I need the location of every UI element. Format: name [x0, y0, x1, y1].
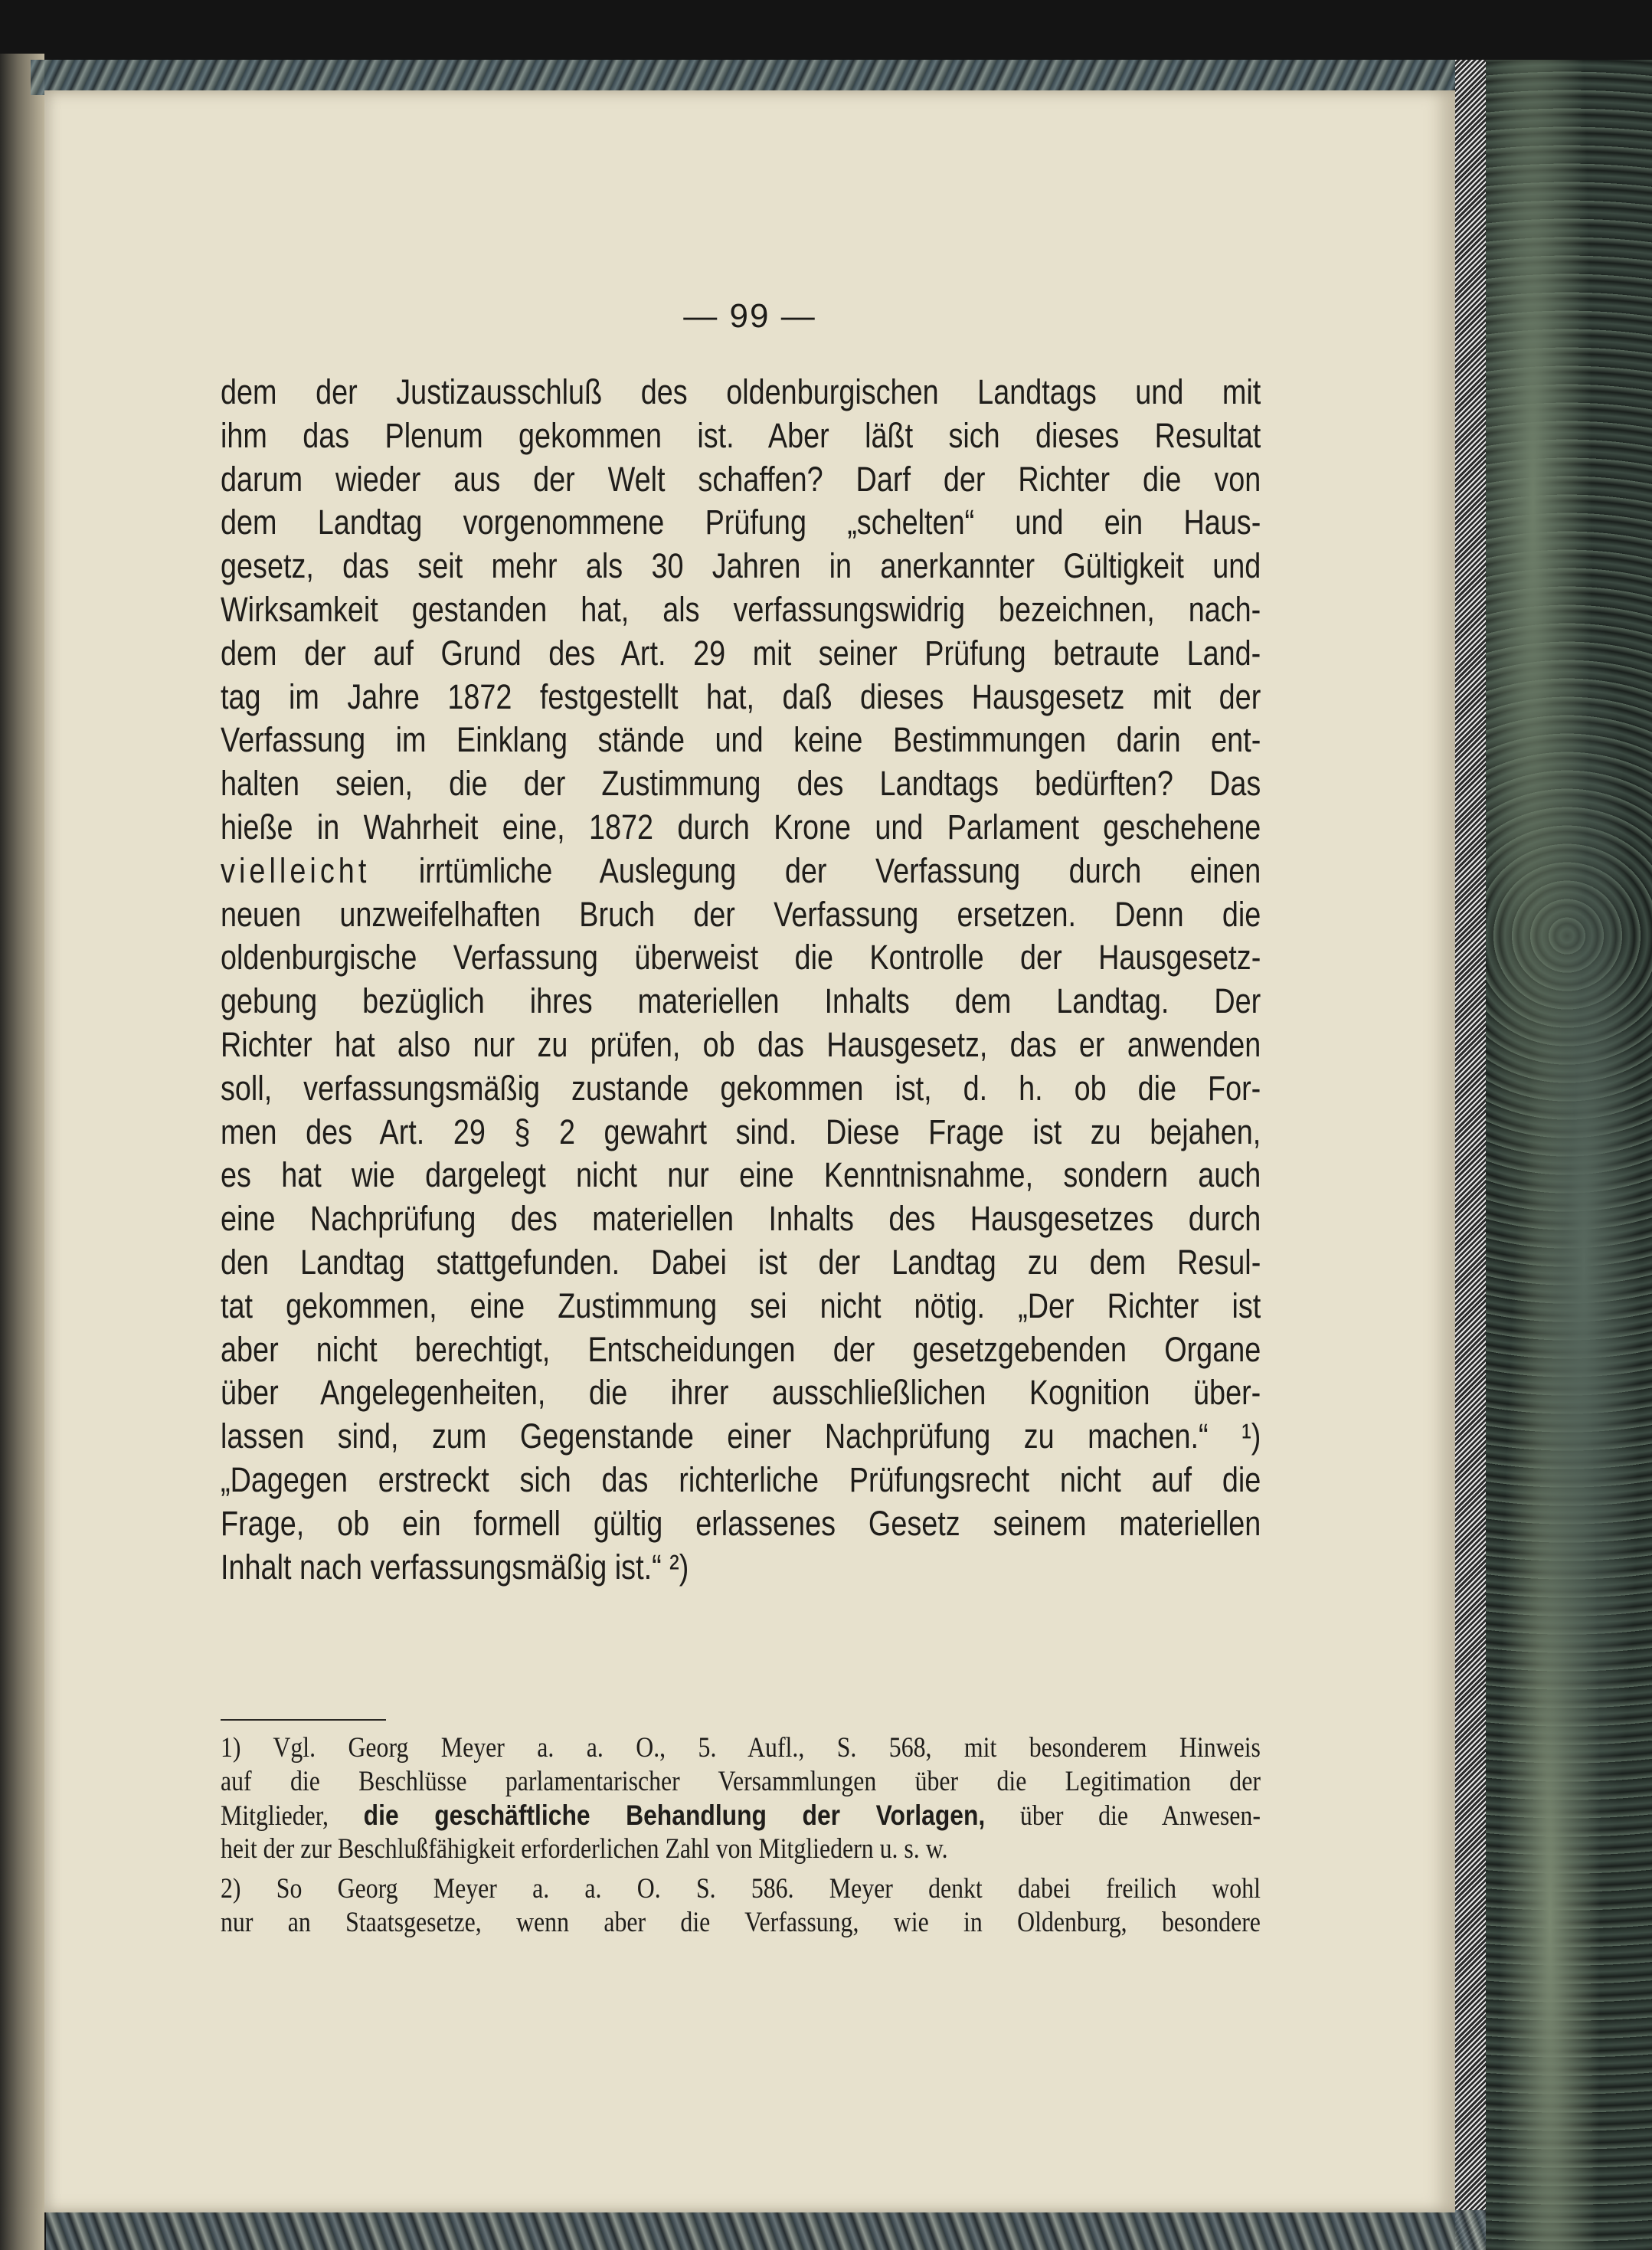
text-line: tag im Jahre 1872 festgestellt hat, daß dieses Hausgesetz mit der [221, 676, 1261, 716]
text-line: halten seien, die der Zustimmung des Landtags bedürften? Das [221, 764, 1261, 804]
text-line: tat gekommen, eine Zustimmung sei nicht nötig. „Der Richter ist [221, 1285, 1261, 1325]
text-line: Wirksamkeit gestanden hat, als verfassungswidrig bezeichnen, nach- [221, 589, 1261, 629]
text-line: soll, verfassungsmäßig zustande gekommen ist, d. h. ob die For- [221, 1068, 1261, 1108]
footnote-text: Mitglieder, [221, 1800, 329, 1832]
text-line: oldenburgische Verfassung überweist die Kontrolle der Hausgesetz- [221, 938, 1261, 978]
footnote-line: 1) Vgl. Georg Meyer a. a. O., 5. Aufl., S. 568, mit besonderem Hinweis [221, 1732, 1261, 1764]
text-line: aber nicht berechtigt, Entscheidungen der gesetzgebenden Organe [221, 1329, 1261, 1369]
footnote-bold-phrase: die geschäftliche Behandlung der Vorlagen, [363, 1800, 986, 1831]
text-line: hieße in Wahrheit eine, 1872 durch Krone und Parlament geschehene [221, 807, 1261, 847]
text-line: dem Landtag vorgenommene Prüfung „schelten“ und ein Haus- [221, 503, 1261, 542]
text-line: Verfassung im Einklang stände und keine Bestimmungen darin ent- [221, 720, 1261, 760]
text-line: den Landtag stattgefunden. Dabei ist der Landtag zu dem Resul- [221, 1242, 1261, 1282]
emphasized-word: vielleicht [221, 850, 371, 890]
text-line: Inhalt nach verfassungsmäßig ist.“ ²) [221, 1547, 689, 1587]
page-block-edge [1455, 60, 1486, 2250]
text-line: gesetz, das seit mehr als 30 Jahren in anerkannter Gültigkeit und [221, 546, 1261, 586]
text-line: gebung bezüglich ihres materiellen Inhalts dem Landtag. Der [221, 981, 1261, 1021]
text-line: neuen unzweifelhaften Bruch der Verfassung ersetzen. Denn die [221, 894, 1261, 934]
footnote-line: 2) So Georg Meyer a. a. O. S. 586. Meyer denkt dabei freilich wohl [221, 1873, 1261, 1904]
footnote-line: auf die Beschlüsse parlamentarischer Versammlungen über die Legitimation der [221, 1766, 1261, 1797]
text-line: ihm das Plenum gekommen ist. Aber läßt sich dieses Resultat [221, 415, 1261, 455]
text-line-rest: irrtümliche Auslegung der Verfassung durch einen [418, 850, 1261, 890]
footnote-text: über die Anwesen- [1019, 1800, 1261, 1832]
text-line: Frage, ob ein formell gültig erlassenes Gesetz seinem materiellen [221, 1503, 1261, 1543]
text-line: men des Art. 29 § 2 gewahrt sind. Diese Frage ist zu bejahen, [221, 1112, 1261, 1151]
text-line: lassen sind, zum Gegenstande einer Nachprüfung zu machen.“ ¹) [221, 1416, 1261, 1456]
footnote-line: heit der zur Beschlußfähigkeit erforderlichen Zahl von Mitgliedern u. s. w. [221, 1833, 948, 1865]
marbled-bottom-edge [46, 2210, 1486, 2250]
main-text [221, 371, 1261, 1589]
text-line: dem der auf Grund des Art. 29 mit seiner Prüfung betraute Land- [221, 633, 1261, 673]
text-line: „Dagegen erstreckt sich das richterliche Prüfungsrecht nicht auf die [221, 1459, 1261, 1499]
book-page [44, 90, 1455, 2212]
text-line [221, 850, 1261, 893]
text-line: darum wieder aus der Welt schaffen? Darf der Richter die von [221, 459, 1261, 499]
text-line: über Angelegenheiten, die ihrer ausschließlichen Kognition über- [221, 1373, 1261, 1413]
text-line: es hat wie dargelegt nicht nur eine Kenntnisnahme, sondern auch [221, 1155, 1261, 1195]
text-line: dem der Justizausschluß des oldenburgischen Landtags und mit [221, 372, 1261, 411]
footnote-divider [221, 1719, 386, 1721]
footnote-line [221, 1799, 1261, 1832]
marbled-cover-board [1482, 60, 1652, 2250]
text-line: Richter hat also nur zu prüfen, ob das Hausgesetz, das er anwenden [221, 1024, 1261, 1064]
left-page-edge [0, 54, 44, 2250]
footnotes [221, 1731, 1261, 1940]
page-number: — 99 — [683, 297, 816, 335]
text-line: eine Nachprüfung des materiellen Inhalts des Hausgesetzes durch [221, 1199, 1261, 1239]
footnote-line: nur an Staatsgesetze, wenn aber die Verfassung, wie in Oldenburg, besondere [221, 1907, 1261, 1938]
